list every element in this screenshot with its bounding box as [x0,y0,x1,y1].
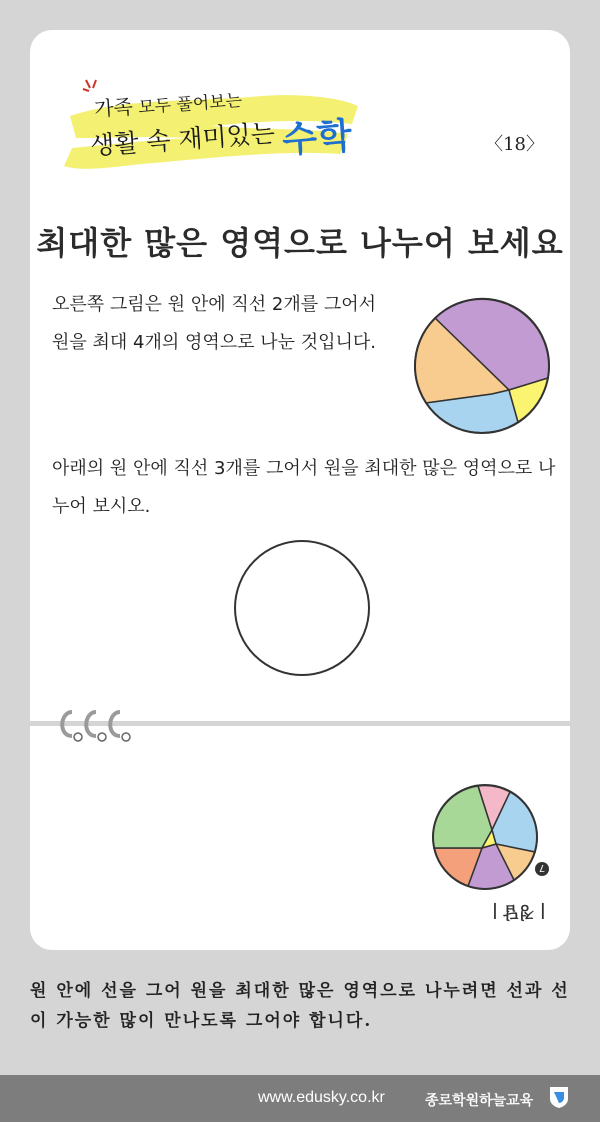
footer-bar [0,1075,600,1122]
series-subtitle: 가족 모두 풀어보는 [93,90,243,122]
footer-brand-name: 종로학원하늘교육 [425,1093,534,1109]
series-title: 생활 속 재미있는 [89,118,276,161]
intro-text: 오른쪽 그림은 원 안에 직선 2개를 그어서 원을 최대 4개의 영역으로 나눈 것입니다. [52,294,376,353]
explanation-text: 원 안에 선을 그어 원을 최대한 많은 영역으로 나누려면 선과 선이 가능한 많이 만나도록 그어야 합니다. [30,981,570,1031]
footer-url-link[interactable]: www.edusky.co.kr [258,1089,385,1106]
episode-number: 〈18〉 [485,134,544,155]
series-banner [30,30,570,200]
puzzle-card [30,30,570,950]
answer-count-badge [534,858,550,877]
question-text: 아래의 원 안에 직선 3개를 그어서 원을 최대한 많은 영역으로 나누어 보시오. [52,458,556,517]
answer-label: | 정답 | [492,903,546,922]
brand-logo-icon [548,1085,570,1109]
binder-rings-icon [54,706,144,746]
answer-drawing-circle[interactable] [232,538,372,678]
answer-divided-circle [430,782,540,892]
answer-badge-icon [534,861,550,877]
series-accent-word: 수학 [280,115,354,162]
page-title: 최대한 많은 영역으로 나누어 보세요 [36,224,564,262]
example-divided-circle [412,296,552,436]
answer-count-text: 7 [538,862,546,873]
